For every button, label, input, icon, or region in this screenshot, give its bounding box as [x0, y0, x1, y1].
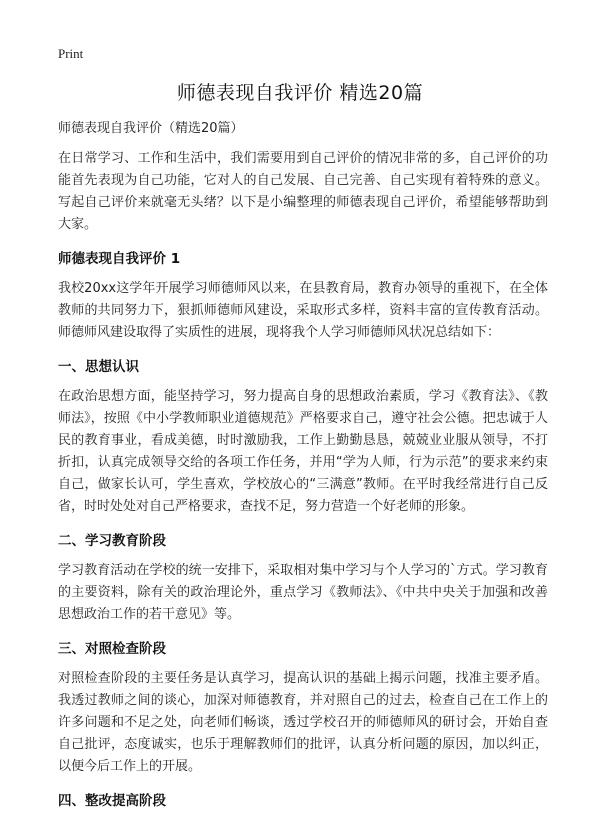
page-title: 师德表现自我评价 精选20篇 — [176, 82, 424, 104]
part-2-heading: 二、学习教育阶段 — [58, 533, 166, 549]
document-subtitle: 师德表现自我评价（精选20篇） — [58, 121, 244, 136]
part-4-heading: 四、整改提高阶段 — [58, 793, 166, 809]
intro-paragraph: 在日常学习、工作和生活中，我们需要用到自己评价的情况非常的多，自己评价的功能首先表现为自己功能，它对人的自己发展、自己完善、自己实现有着特殊的意义。写起自己评价来就毫无头绪？以下是小编整理的师德表现自己评价，希望能够帮助到大家。 — [58, 151, 548, 232]
print-link[interactable]: Print — [58, 46, 84, 61]
section-title: 师德表现自我评价 1 — [58, 251, 181, 267]
part-3-body: 对照检查阶段的主要任务是认真学习，提高认识的基础上揭示问题，找准主要矛盾。我透过教师之间的谈心，加深对师德教育，并对照自己的过去，检查自己在工作上的许多问题和不足之处，向老师们畅谈，透过学校召开的师德师风的研讨会，开始自查自己批评，态度诚实，也乐于理解教师们的批评，认真分析问题的原因，加以纠正，以便今后工作上的开展。 — [58, 671, 548, 774]
part-1-heading: 一、思想认识 — [58, 359, 139, 375]
document-body — [58, 118, 548, 820]
section-intro-paragraph: 我校20xx这学年开展学习师德师风以来，在县教育局，教育办领导的重视下，在全体教师的共同努力下，狠抓师德师风建设，采取形式多样，资料丰富的宣传教育活动。师德师风建设取得了实质性的进展，现将我个人学习师德师风状况总结如下： — [58, 281, 548, 340]
part-2-body: 学习教育活动在学校的统一安排下，采取相对集中学习与个人学习的`方式。学习教育的主要资料，除有关的政治理论外，重点学习《教师法》、《中共中央关于加强和改善思想政治工作的若干意见》等。 — [58, 563, 548, 622]
part-3-heading: 三、对照检查阶段 — [58, 641, 166, 657]
part-1-body: 在政治思想方面，能坚持学习，努力提高自身的思想政治素质，学习《教育法》、《教师法》，按照《中小学教师职业道德规范》严格要求自己，遵守社会公德。把忠诚于人民的教育事业，看成美德，时时激励我，工作上勤勤恳恳，兢兢业业服从领导，不打折扣，认真完成领导交给的各项工作任务，并用“学为人师，行为示范”的要求来约束自己，做家长认可，学生喜欢，学校放心的“三满意”教师。在平时我经常进行自己反省，时时处处对自己严格要求，查找不足，努力营造一个好老师的形象。 — [58, 389, 548, 514]
